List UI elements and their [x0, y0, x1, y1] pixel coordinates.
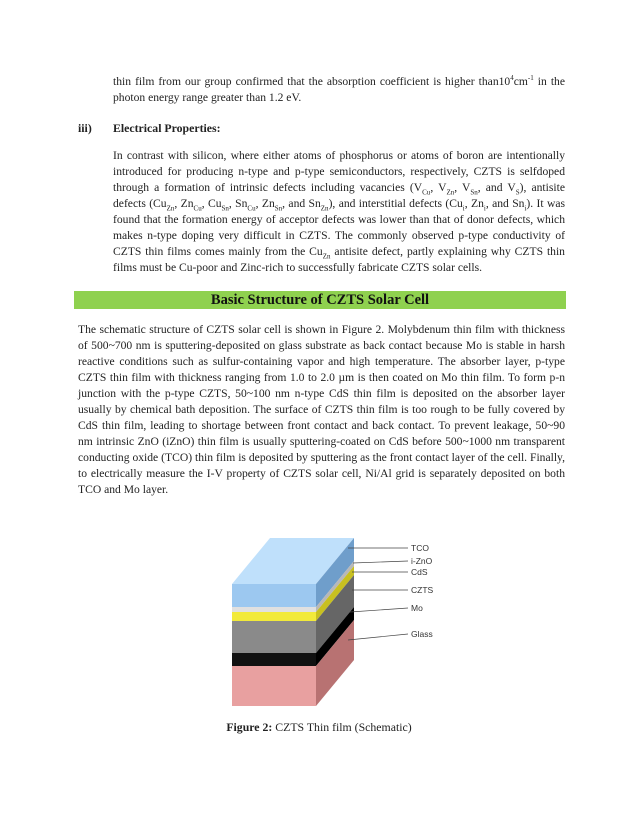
subscript: Sn	[221, 204, 229, 213]
text-run: ), antisite defects (Cu	[113, 181, 565, 210]
label-tco: TCO	[411, 543, 429, 553]
label-izno: i-ZnO	[411, 556, 433, 566]
cds-layer	[232, 612, 316, 621]
section-number: iii)	[78, 121, 92, 135]
subscript: Cu	[247, 204, 256, 213]
caption-label: Figure 2:	[226, 720, 273, 734]
subscript: i	[483, 204, 486, 213]
label-mo: Mo	[411, 603, 423, 613]
intro-text: thin film from our group confirmed that the absorption coefficient is higher than10	[113, 75, 511, 88]
izno-layer	[232, 607, 316, 612]
label-cds: CdS	[411, 567, 428, 577]
electrical-paragraph	[113, 148, 565, 276]
subscript: Zn	[166, 204, 175, 213]
subscript: i	[462, 204, 465, 213]
text-run: , Sn	[228, 197, 248, 210]
mo-layer	[232, 653, 316, 666]
czts-layer	[232, 621, 316, 653]
unit-exponent: -1	[527, 74, 534, 83]
subscript: Cu	[422, 188, 431, 197]
text-run: , and V	[477, 181, 516, 194]
text-run: , Zn	[464, 197, 484, 210]
subscript: S	[515, 188, 520, 197]
label-glass: Glass	[411, 629, 433, 639]
text-run: antisite defect, partly explaining why CZTS thin films must be Cu-poor and Zinc-rich to successfully fabricate CZTS solar cells.	[113, 245, 565, 274]
unit: cm	[513, 75, 528, 88]
text-run: , Cu	[201, 197, 222, 210]
caption-text: CZTS Thin film (Schematic)	[272, 720, 412, 734]
subscript: Zn	[320, 204, 329, 213]
leader-lines	[348, 548, 408, 640]
text-run: , and Sn	[485, 197, 525, 210]
text-run: , Zn	[174, 197, 194, 210]
tco-layer	[232, 584, 316, 607]
subscript: Sn	[470, 188, 478, 197]
structure-paragraph: The schematic structure of CZTS solar cell is shown in Figure 2. Molybdenum thin film with thickness of 500~700 nm is sputtering-deposited on glass substrate as back contact because Mo is stable in harsh reactive conditions such as sulfur-containing vapor and high temperature. The absorber layer, p-type CZTS thin film with thickness ranging from 1.0 to 2.0 µm is then coated on Mo thin film. To form p-n junction with the p-type CZTS, 50~100 nm n-type CdS thin film is deposited on the absorber layer usually by chemical bath deposition. The surface of CZTS thin film is too rough to be fully covered by CdS thin film, leading to shortage between front contact and back contact. To prevent leakage, 50~90 nm intrinsic ZnO (iZnO) thin film is usually sputtering-coated on CdS before 500~1000 nm transparent conducting oxide (TCO) thin film is deposited by sputtering as the front contact layer of the cell. Finally, to electrically measure the I-V property of CZTS solar cell, Ni/Al grid is separately deposited on both TCO and Mo layer.	[78, 323, 565, 496]
intro-text-end: in the photon energy range greater than 1.2 eV.	[113, 75, 566, 104]
figure-caption	[0, 720, 638, 735]
exponent: 4	[510, 74, 514, 83]
text-run: In contrast with silicon, where either atoms of phosphorus or atoms of boron are intentionally introduced for producing n-type and p-type semiconductors, respectively, CZTS is selfdoped through a formation of intrinsic defects including vacancies (V	[113, 149, 565, 194]
subscript: Sn	[274, 204, 283, 213]
subscript: i	[524, 204, 527, 213]
label-czts: CZTS	[411, 585, 434, 595]
text-run: , V	[454, 181, 471, 194]
subscript: Zn	[322, 252, 331, 261]
text-run: , V	[430, 181, 447, 194]
text-run: ). It was found that the formation energy of acceptor defects was lower than that of donor defects, which makes n-type doping very difficult in CZTS. The commonly observed p-type conductivity of CZTS thin films comes mainly from the Cu	[113, 197, 566, 258]
text-run: , Zn	[255, 197, 275, 210]
czts-layer-diagram	[228, 530, 444, 710]
text-run: , and Sn	[282, 197, 321, 210]
subscript: Cu	[193, 204, 202, 213]
section-banner: Basic Structure of CZTS Solar Cell	[74, 291, 566, 309]
intro-paragraph	[113, 74, 565, 106]
subscript: Zn	[446, 188, 455, 197]
text-run: ), and interstitial defects (Cu	[328, 197, 463, 210]
section-title: Electrical Properties:	[113, 121, 221, 135]
glass-layer	[232, 666, 316, 706]
